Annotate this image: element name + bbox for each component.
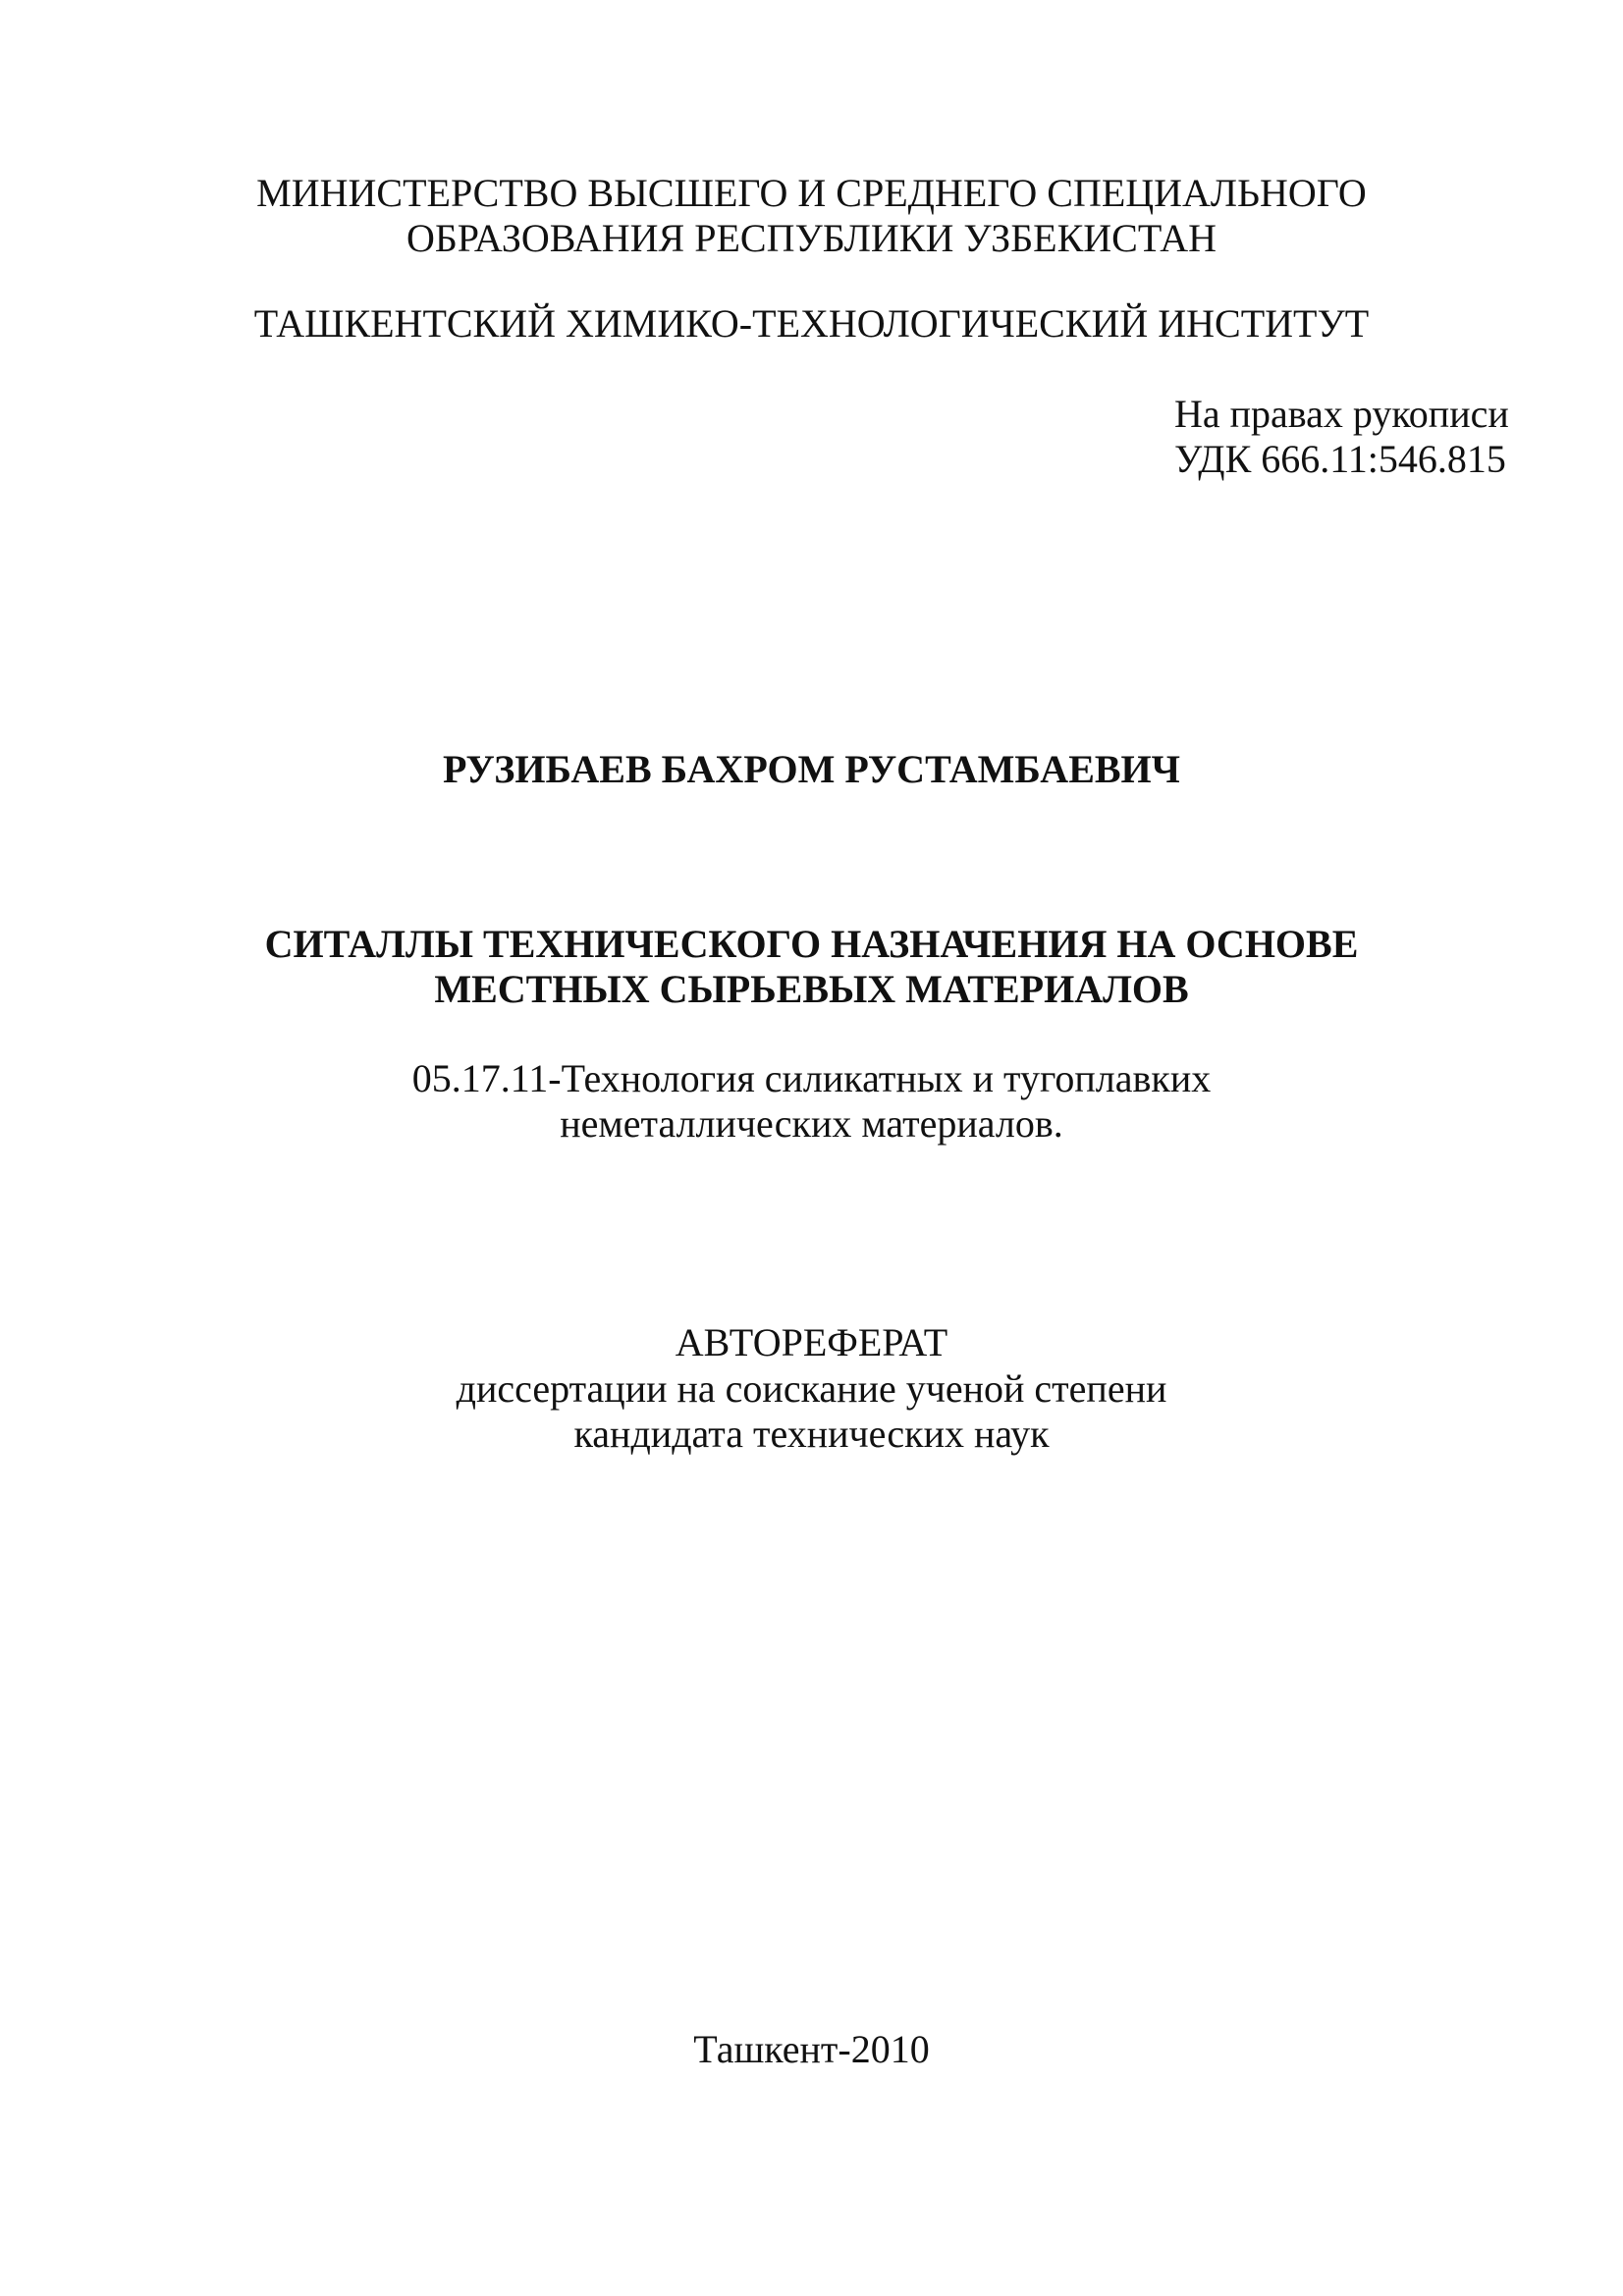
specialty-line-1: 05.17.11-Технология силикатных и тугоплавких (411, 1056, 1212, 1100)
abstract-heading: АВТОРЕФЕРАТ (675, 1320, 948, 1364)
dissertation-title-line-2: МЕСТНЫХ СЫРЬЕВЫХ МАТЕРИАЛОВ (434, 967, 1189, 1011)
institute-name: ТАШКЕНТСКИЙ ХИМИКО-ТЕХНОЛОГИЧЕСКИЙ ИНСТИТУТ (253, 301, 1370, 346)
abstract-line-2: кандидата технических наук (573, 1412, 1050, 1456)
author-name: РУЗИБАЕВ БАХРОМ РУСТАМБАЕВИЧ (442, 747, 1181, 791)
ministry-line-1: МИНИСТЕРСТВО ВЫСШЕГО И СРЕДНЕГО СПЕЦИАЛЬНОГО (256, 171, 1367, 215)
specialty-line-2: неметаллических материалов. (560, 1101, 1063, 1146)
udc-code: УДК 666.11:546.815 (1174, 437, 1506, 481)
dissertation-title-line-1: СИТАЛЛЫ ТЕХНИЧЕСКОГО НАЗНАЧЕНИЯ НА ОСНОВЕ (264, 922, 1359, 966)
city-year: Ташкент-2010 (693, 2027, 930, 2071)
rights-note: На правах рукописи (1174, 392, 1509, 436)
ministry-line-2: ОБРАЗОВАНИЯ РЕСПУБЛИКИ УЗБЕКИСТАН (406, 216, 1217, 260)
abstract-line-1: диссертации на соискание ученой степени (456, 1366, 1167, 1411)
